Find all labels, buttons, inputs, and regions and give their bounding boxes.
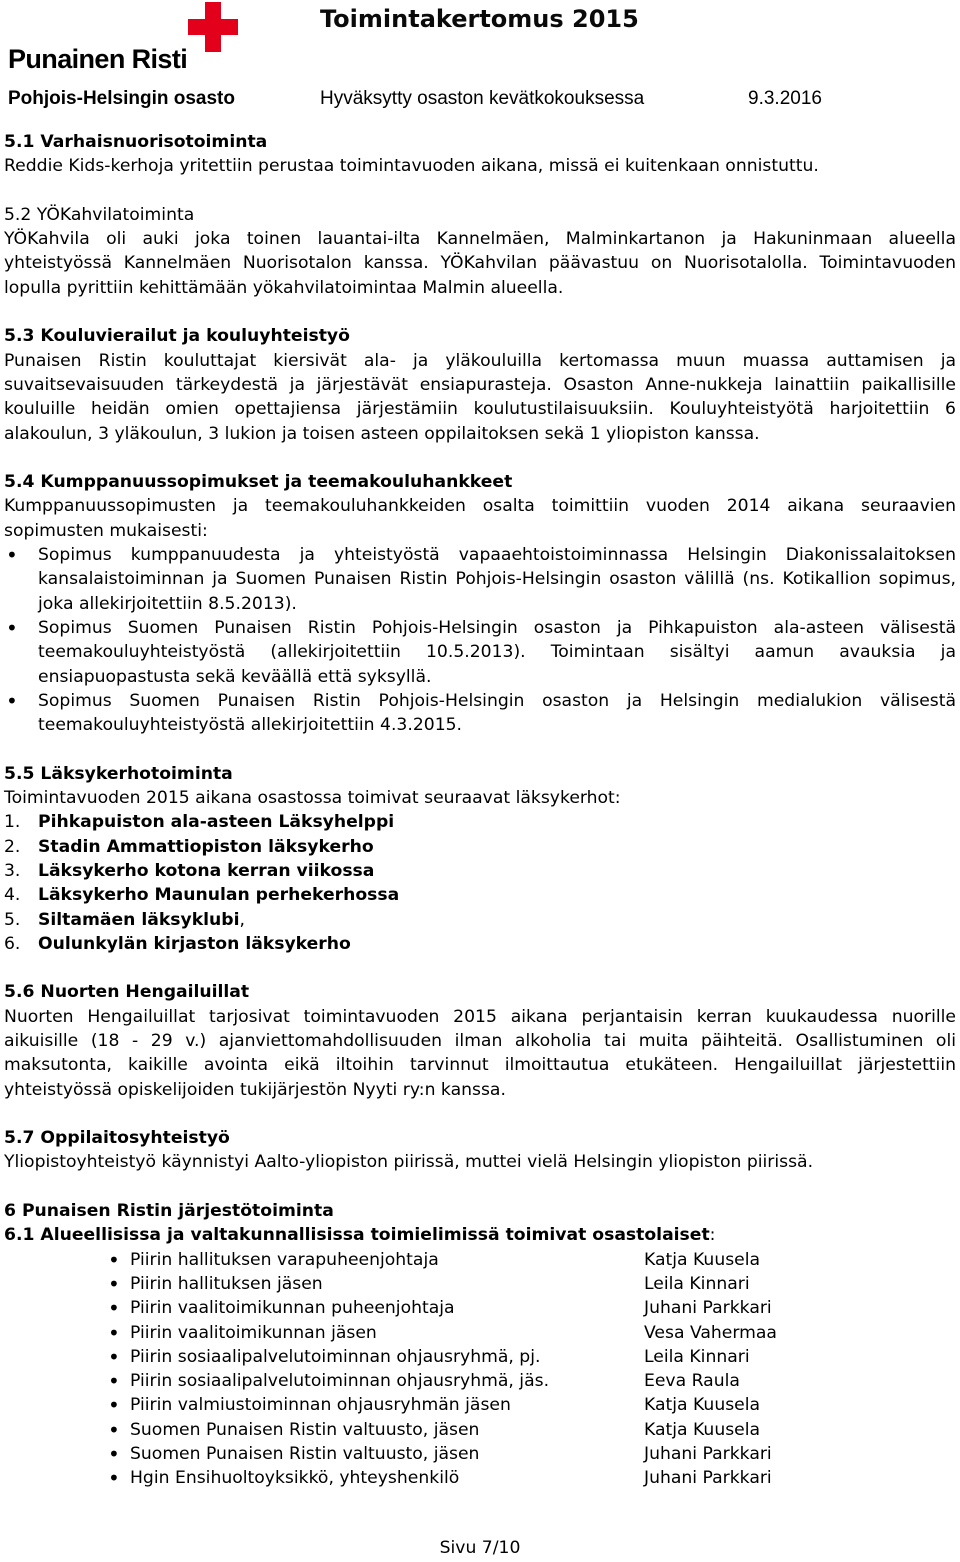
section-5-1 bbox=[4, 130, 956, 179]
section-heading: 5.5 Läksykerhotoiminta bbox=[4, 763, 233, 784]
section-text: Yliopistoyhteistyö käynnistyi Aalto-yliopiston piirissä, muttei vielä Helsingin yliopiston piirissä. bbox=[4, 1152, 814, 1173]
approval-date: 9.3.2016 bbox=[748, 88, 822, 109]
section-heading: 5.7 Oppilaitosyhteistyö bbox=[4, 1128, 230, 1149]
list-item: • Sopimus kumppanuudesta ja yhteistyöstä vapaaehtoistoiminnassa Helsingin Diakonissalaitoksen kansalaistoiminnan ja Suomen Punaisen Ristin Pohjois-Helsingin osaston välillä (ns. Kotikallion sopimus, joka allekirjoitettiin 8.5.2013). bbox=[4, 543, 956, 616]
section-5-7 bbox=[4, 1126, 956, 1175]
role-row: • Suomen Punaisen Ristin valtuusto, jäsen Katja Kuusela bbox=[4, 1418, 956, 1442]
section-5-3 bbox=[4, 324, 956, 445]
section-5-2 bbox=[4, 203, 956, 300]
list-item: 2. Stadin Ammattiopiston läksykerho bbox=[4, 836, 374, 857]
role-row: • Piirin sosiaalipalvelutoiminnan ohjausryhmä, pj. Leila Kinnari bbox=[4, 1345, 956, 1369]
branch-name: Pohjois-Helsingin osasto bbox=[8, 88, 235, 109]
list-item: 6. Oulunkylän kirjaston läksykerho bbox=[4, 933, 351, 954]
role-row: • Hgin Ensihuoltoyksikkö, yhteyshenkilö Juhani Parkkari bbox=[4, 1466, 956, 1490]
role-row: • Piirin hallituksen varapuheenjohtaja Katja Kuusela bbox=[4, 1248, 956, 1272]
role-row: • Piirin hallituksen jäsen Leila Kinnari bbox=[4, 1272, 956, 1296]
page-number: Sivu 7/10 bbox=[439, 1538, 521, 1558]
list-item: 4. Läksykerho Maunulan perhekerhossa bbox=[4, 885, 400, 906]
list-item: • Sopimus Suomen Punaisen Ristin Pohjois-Helsingin osaston ja Pihkapuiston ala-asteen välisestä teemakouluyhteistyöstä (allekirjoitettiin 10.5.2013). Toimintaan sisältyi aamun avauksia ja ensiapuopastusta sekä keväällä että syksyllä. bbox=[4, 616, 956, 689]
section-text: Reddie Kids-kerhoja yritettiin perustaa toimintavuoden aikana, missä ei kuitenkaan onnistuttu. bbox=[4, 156, 819, 177]
section-heading: 5.2 YÖKahvilatoiminta bbox=[4, 204, 195, 225]
role-row: • Piirin vaalitoimikunnan puheenjohtaja Juhani Parkkari bbox=[4, 1296, 956, 1320]
document-title: Toimintakertomus 2015 bbox=[320, 5, 639, 33]
list-item: • Sopimus Suomen Punaisen Ristin Pohjois-Helsingin osaston ja Helsingin medialukion välisestä teemakouluyhteistyöstä allekirjoitettiin 4.3.2015. bbox=[4, 689, 956, 738]
section-heading: 5.3 Kouluvierailut ja kouluyhteistyö bbox=[4, 326, 350, 347]
section-heading: 5.6 Nuorten Hengailuillat bbox=[4, 982, 250, 1003]
role-row: • Suomen Punaisen Ristin valtuusto, jäsen Juhani Parkkari bbox=[4, 1442, 956, 1466]
section-text: Punaisen Ristin kouluttajat kiersivät ala- ja yläkouluilla kertomassa muun muassa auttamisen ja suvaitsevaisuuden tärkeydestä ja järjestävät ensiapurasteja. Osaston Anne-nukkeja lainattiin paikallisille kouluille heidän omien opettajiensa järjestämiin koulutustilaisuuksiin. Kouluyhteistyötä harjoitettiin 6 alakoulun, 3 yläkoulun, 3 lukion ja toisen asteen oppilaitoksen sekä 1 yliopiston kanssa. bbox=[4, 350, 956, 444]
role-row: • Piirin valmiustoiminnan ohjausryhmän jäsen Katja Kuusela bbox=[4, 1393, 956, 1417]
agreement-list bbox=[4, 543, 956, 737]
subsection-heading: 6.1 Alueellisissa ja valtakunnallisissa toimielimissä toimivat osastolaiset: bbox=[4, 1225, 716, 1246]
section-heading: 5.1 Varhaisnuorisotoiminta bbox=[4, 132, 268, 152]
section-text: Nuorten Hengailuillat tarjosivat toimintavuoden 2015 aikana perjantaisin kerran kuukaudessa nuorille aikuisille (18 - 29 v.) ajanviettomahdollisuuden ilman alkoholia tai muita päihteitä. Osallistuminen oli maksutonta, kaikille avointa eikä iltoihin tarvinnut ilmoittautua etukäteen. Hengailuillat järjestettiin yhteistyössä opiskelijoiden tukijärjestön Nyyti ry:n kanssa. bbox=[4, 1006, 956, 1100]
red-cross-logo-icon bbox=[188, 2, 238, 52]
section-text: Kumppanuussopimusten ja teemakouluhankkeiden osalta toimittiin vuoden 2014 aikana seuraavien sopimusten mukaisesti: bbox=[4, 496, 956, 541]
section-heading: 6 Punaisen Ristin järjestötoiminta bbox=[4, 1201, 334, 1222]
homework-club-list bbox=[4, 810, 956, 956]
brand-name: Punainen Risti bbox=[8, 44, 188, 74]
section-5-6 bbox=[4, 980, 956, 1101]
section-5-5 bbox=[4, 762, 956, 956]
list-item: 5. Siltamäen läksyklubi, bbox=[4, 909, 245, 930]
list-item: 3. Läksykerho kotona kerran viikossa bbox=[4, 860, 375, 881]
section-6 bbox=[4, 1199, 956, 1491]
section-text: YÖKahvila oli auki joka toinen lauantai-ilta Kannelmäen, Malminkartanon ja Hakuninmaan alueella yhteistyössä Kannelmäen Nuorisotalon kanssa. YÖKahvilan päävastuu on Nuorisotalolla. Toimintavuoden lopulla pyrittiin kehittämään yökahvilatoimintaa Malmin alueella. bbox=[4, 229, 956, 298]
section-heading: 5.4 Kumppanuussopimukset ja teemakouluhankkeet bbox=[4, 472, 513, 493]
section-5-4 bbox=[4, 470, 956, 737]
document-body bbox=[4, 130, 956, 1491]
role-row: • Piirin sosiaalipalvelutoiminnan ohjausryhmä, jäs. Eeva Raula bbox=[4, 1369, 956, 1393]
approval-note: Hyväksytty osaston kevätkokouksessa bbox=[320, 88, 645, 109]
section-text: Toimintavuoden 2015 aikana osastossa toimivat seuraavat läksykerhot: bbox=[4, 788, 621, 809]
list-item: 1. Pihkapuiston ala-asteen Läksyhelppi bbox=[4, 812, 395, 833]
roles-list bbox=[4, 1248, 956, 1491]
role-row: • Piirin vaalitoimikunnan jäsen Vesa Vahermaa bbox=[4, 1321, 956, 1345]
